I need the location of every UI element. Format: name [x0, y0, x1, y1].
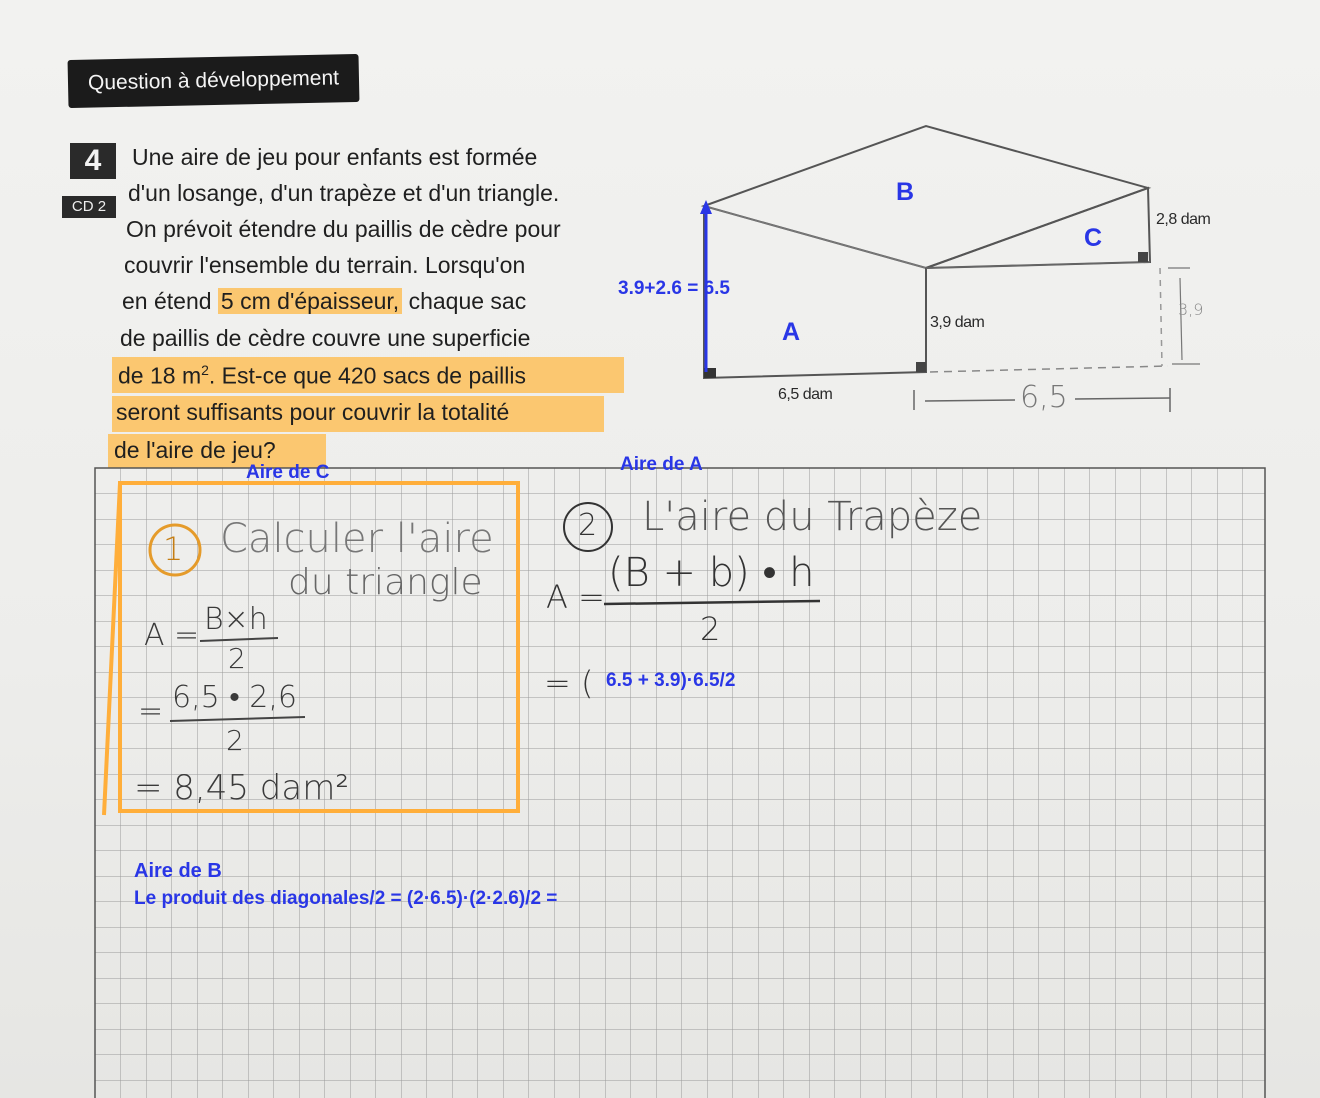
- section-title: Question à développement: [68, 54, 360, 108]
- problem-line-7-a: de 18 m: [118, 362, 202, 389]
- tri-numerator: B×h: [204, 602, 268, 637]
- tri-equals-2: =: [138, 694, 164, 729]
- step1-number: 1: [163, 530, 184, 568]
- step1-title-b: du triangle: [288, 562, 483, 603]
- tri-denominator: 2: [228, 642, 246, 675]
- problem-line-4: couvrir l'ensemble du terrain. Lorsqu'on: [124, 252, 526, 278]
- cd-badge: CD 2: [62, 196, 116, 218]
- trap-equals: = (: [544, 664, 594, 702]
- problem-line-9: de l'aire de jeu?: [114, 437, 276, 463]
- trap-numerator: (B + b) • h: [608, 550, 815, 596]
- problem-line-2: d'un losange, d'un trapèze et d'un triangle.: [128, 180, 560, 206]
- tri-denominator-2: 2: [226, 724, 244, 757]
- problem-line-7-b: . Est-ce que 420 sacs de paillis: [208, 362, 526, 389]
- problem-line-8: seront suffisants pour couvrir la totalité: [116, 399, 510, 425]
- step2-title: L'aire du Trapèze: [642, 494, 983, 540]
- label-a: A: [782, 318, 801, 346]
- hand-measure-65: 6,5: [1020, 380, 1068, 415]
- problem-line-6: de paillis de cèdre couvre une superficie: [120, 325, 531, 351]
- produit-diagonales: Le produit des diagonales/2 = (2·6.5)·(2·2.6)/2 =: [134, 888, 558, 909]
- trap-denominator: 2: [700, 610, 721, 648]
- dim-2-8-dam: 2,8 dam: [1156, 211, 1211, 228]
- hand-measure-39: 3,9: [1178, 300, 1204, 319]
- problem-line-5-start: en étend: [122, 288, 218, 314]
- trap-a: A =: [546, 578, 605, 616]
- dim-6-5-dam: 6,5 dam: [778, 386, 833, 403]
- aire-de-a: Aire de A: [620, 454, 703, 475]
- label-b: B: [896, 178, 915, 206]
- problem-line-3: On prévoit étendre du paillis de cèdre pour: [126, 216, 561, 242]
- problem-line-1: Une aire de jeu pour enfants est formée: [132, 144, 538, 170]
- question-number: 4: [70, 143, 116, 179]
- label-c: C: [1084, 224, 1103, 252]
- step2-number: 2: [578, 508, 598, 543]
- height-annotation: 3.9+2.6 = 6.5: [618, 278, 730, 299]
- step1-title-a: Calculer l'aire: [220, 516, 494, 562]
- aire-de-c: Aire de C: [246, 462, 330, 483]
- highlight-epaisseur: 5 cm d'épaisseur,: [218, 288, 402, 314]
- tri-numerator-2: 6,5 • 2,6: [172, 680, 297, 715]
- dim-3-9-dam: 3,9 dam: [930, 314, 985, 331]
- problem-line-7-sup: 2: [201, 362, 209, 378]
- problem-line-5-end: chaque sac: [402, 288, 527, 314]
- trap-formula-typed: 6.5 + 3.9)·6.5/2: [606, 670, 736, 691]
- tri-result: = 8,45 dam²: [134, 768, 349, 808]
- tri-a: A =: [144, 618, 200, 653]
- aire-de-b: Aire de B: [134, 860, 222, 882]
